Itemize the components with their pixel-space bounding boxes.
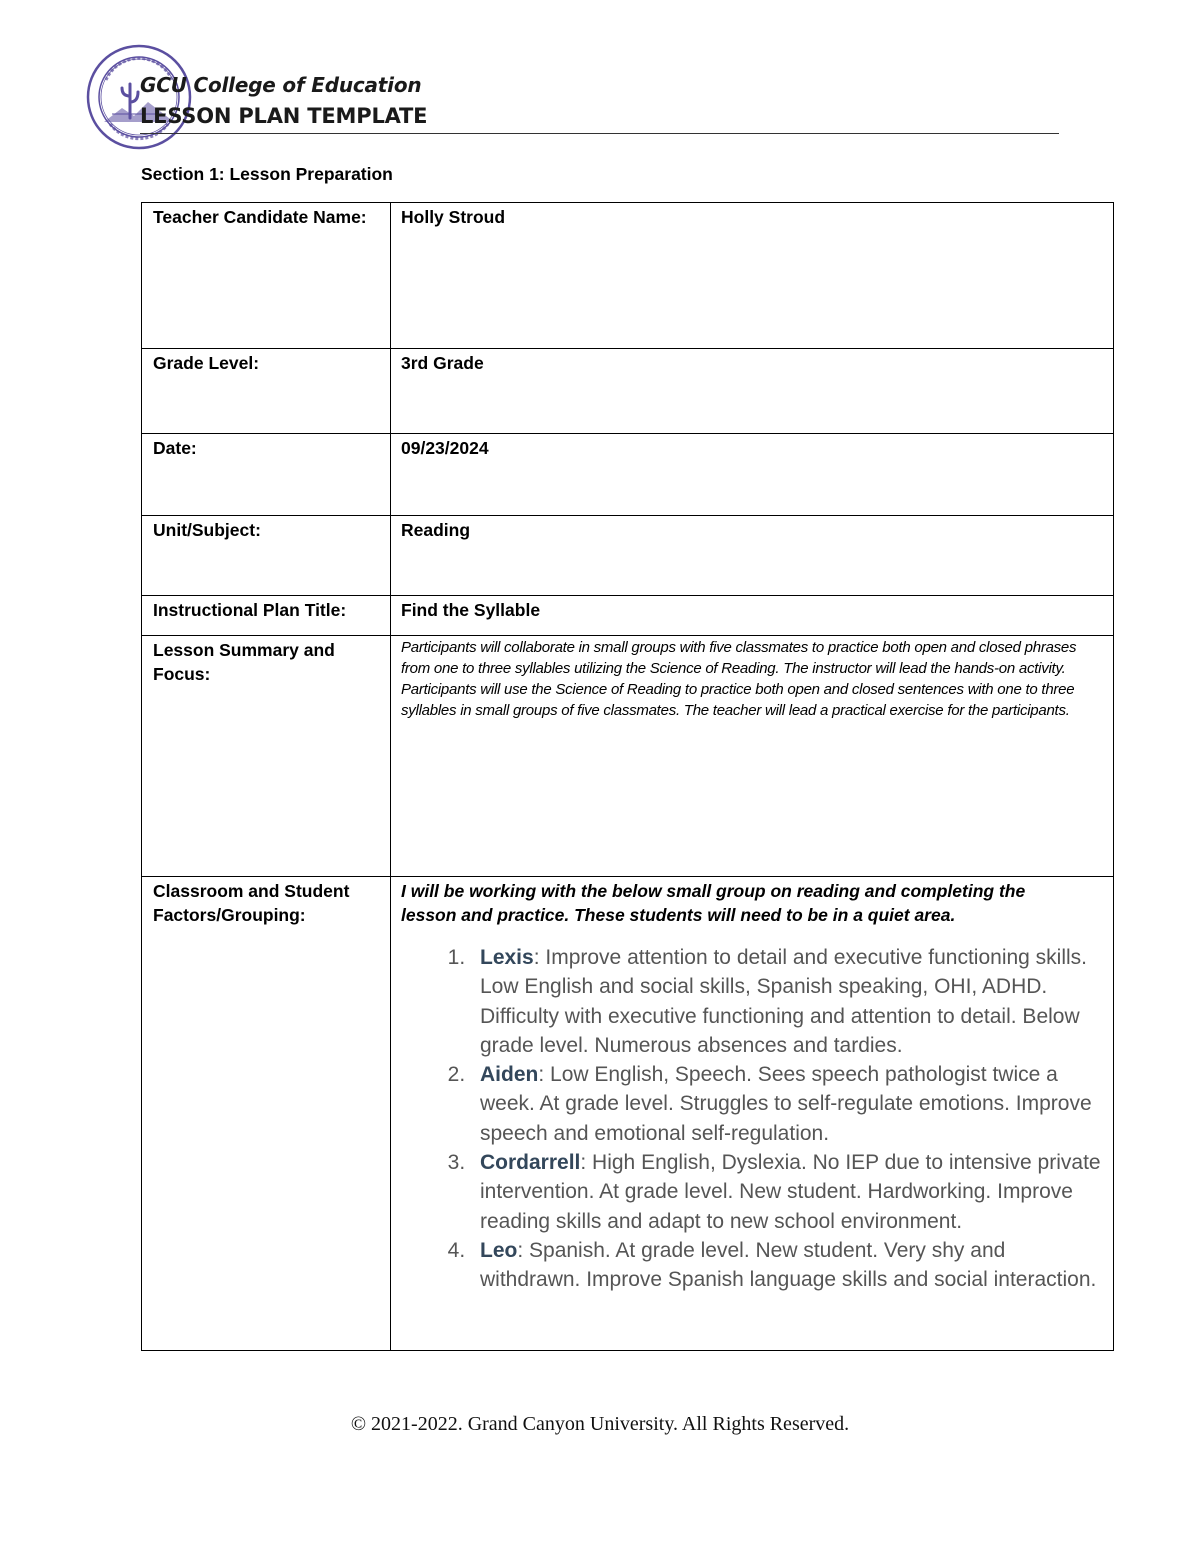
table-row-grade bbox=[142, 349, 1114, 434]
student-item bbox=[471, 943, 1101, 1060]
student-description: : High English, Dyslexia. No IEP due to intensive private intervention. At grade level. New student. Hardworking. Improve reading skills and adapt to new school environment. bbox=[480, 1151, 1101, 1233]
header-divider bbox=[140, 133, 1059, 134]
student-description: : Low English, Speech. Sees speech pathologist twice a week. At grade level. Struggles to self-regulate emotions. Improve speech and emotional self-regulation. bbox=[480, 1063, 1092, 1145]
student-description: : Spanish. At grade level. New student. Very shy and withdrawn. Improve Spanish language skills and social interaction. bbox=[480, 1238, 1097, 1292]
date-value: 09/23/2024 bbox=[391, 434, 1114, 516]
teacher-label: Teacher Candidate Name: bbox=[142, 203, 391, 349]
template-title: LESSON PLAN TEMPLATE bbox=[140, 104, 428, 128]
student-item bbox=[471, 1060, 1101, 1148]
table-row-teacher bbox=[142, 203, 1114, 349]
student-name: Leo bbox=[480, 1238, 518, 1262]
table-row-unit bbox=[142, 516, 1114, 596]
grade-value: 3rd Grade bbox=[391, 349, 1114, 434]
student-item bbox=[471, 1148, 1101, 1236]
unit-label: Unit/Subject: bbox=[142, 516, 391, 596]
plan-title-value: Find the Syllable bbox=[391, 596, 1114, 636]
college-name: GCU College of Education bbox=[140, 73, 422, 97]
table-row-date bbox=[142, 434, 1114, 516]
university-seal-logo bbox=[86, 44, 192, 150]
student-description: : Improve attention to detail and executive functioning skills. Low English and social skills, Spanish speaking, OHI, ADHD. Difficulty with executive functioning and attention to detail. Below grade level. Numerous absences and tardies. bbox=[480, 946, 1088, 1057]
factors-intro: I will be working with the below small group on reading and completing the lesson and practice. These students will need to be in a quiet area. bbox=[401, 881, 1026, 925]
table-row-summary bbox=[142, 636, 1114, 877]
student-item bbox=[471, 1236, 1101, 1295]
factors-cell bbox=[391, 877, 1114, 1351]
grade-label: Grade Level: bbox=[142, 349, 391, 434]
table-row-title bbox=[142, 596, 1114, 636]
copyright-footer: © 2021-2022. Grand Canyon University. All Rights Reserved. bbox=[350, 1413, 850, 1435]
section-heading: Section 1: Lesson Preparation bbox=[141, 164, 393, 184]
summary-value: Participants will collaborate in small groups with five classmates to practice both open and closed phrases from one to three syllables utilizing the Science of Reading. The instructor will lead the hands-on activity. Participants will use the Science of Reading to practice both open and closed sentences with one to three syllables in small groups of five classmates. The teacher will lead a practical exercise for the participants. bbox=[391, 636, 1114, 877]
unit-value: Reading bbox=[391, 516, 1114, 596]
plan-title-label: Instructional Plan Title: bbox=[142, 596, 391, 636]
student-list bbox=[401, 943, 1113, 1295]
factors-label: Classroom and Student Factors/Grouping: bbox=[142, 877, 391, 1351]
date-label: Date: bbox=[142, 434, 391, 516]
teacher-value: Holly Stroud bbox=[391, 203, 1114, 349]
student-name: Cordarrell bbox=[480, 1151, 581, 1175]
lesson-preparation-table bbox=[141, 202, 1114, 1351]
table-row-factors bbox=[142, 877, 1114, 1351]
summary-label: Lesson Summary and Focus: bbox=[142, 636, 391, 877]
student-name: Lexis bbox=[480, 946, 534, 969]
student-name: Aiden bbox=[480, 1063, 539, 1087]
